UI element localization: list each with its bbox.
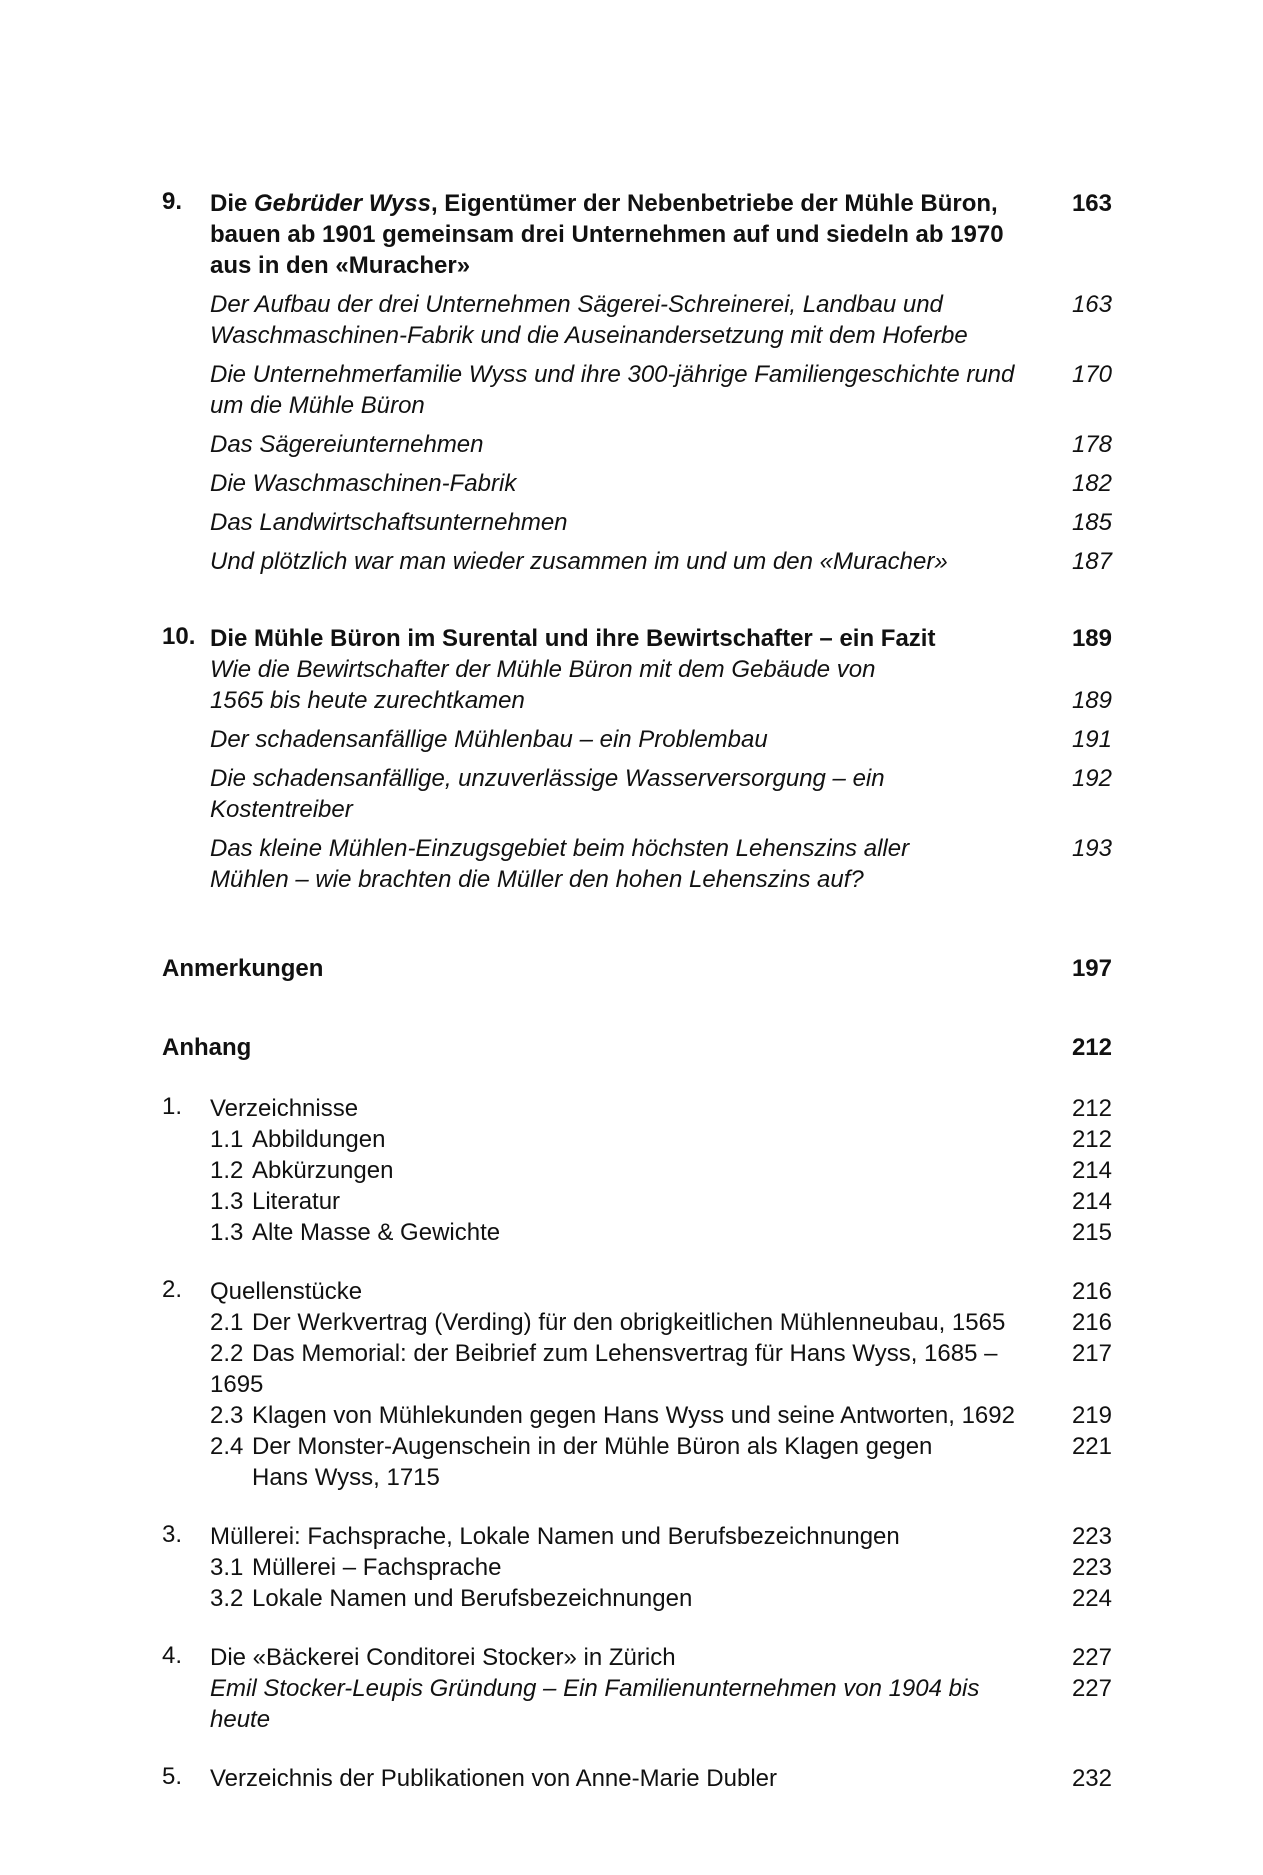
chapter-number: 10. bbox=[162, 623, 196, 650]
toc-entry[interactable]: Die Waschmaschinen-Fabrik 182 bbox=[210, 470, 1112, 497]
toc-anhang[interactable]: Anhang 212 bbox=[162, 1034, 1112, 1061]
table-of-contents bbox=[162, 188, 1112, 1794]
chapter-title: Die Gebrüder Wyss, Eigentümer der Nebenbetriebe der Mühle Büron, bauen ab 1901 gemeinsam drei Unternehmen auf und siedeln ab 1970 aus in den «Muracher» bbox=[210, 190, 1004, 279]
toc-anmerkungen[interactable]: Anmerkungen 197 bbox=[162, 955, 1112, 982]
toc-subentry[interactable]: 3.1 Müllerei – Fachsprache 223 bbox=[210, 1554, 1112, 1581]
chapter-number: 9. bbox=[162, 188, 183, 215]
toc-section-3[interactable]: 3. Müllerei: Fachsprache, Lokale Namen und Berufsbezeichnungen 223 bbox=[162, 1521, 1112, 1550]
toc-entry[interactable]: Das Landwirtschaftsunternehmen 185 bbox=[210, 509, 1112, 536]
chapter-title: Die Mühle Büron im Surental und ihre Bewirtschafter – ein Fazit bbox=[210, 625, 936, 652]
toc-subentry[interactable]: 2.3 Klagen von Mühlekunden gegen Hans Wyss und seine Antworten, 1692 219 bbox=[210, 1402, 1112, 1429]
toc-entry[interactable]: Die Unternehmerfamilie Wyss und ihre 300-jährige Familiengeschichte rund um die Mühle Büron 170 bbox=[210, 361, 1112, 419]
toc-subentry[interactable]: 1.1 Abbildungen 212 bbox=[210, 1126, 1112, 1153]
toc-subentry[interactable]: Emil Stocker-Leupis Gründung – Ein Familienunternehmen von 1904 bis heute 227 bbox=[210, 1675, 1112, 1733]
toc-section-5[interactable]: 5. Verzeichnis der Publikationen von Anne-Marie Dubler 232 bbox=[162, 1763, 1112, 1792]
toc-section-2[interactable]: 2. Quellenstücke 216 bbox=[162, 1276, 1112, 1305]
toc-section-4[interactable]: 4. Die «Bäckerei Conditorei Stocker» in Zürich 227 bbox=[162, 1642, 1112, 1671]
toc-chapter-9[interactable] bbox=[162, 188, 1112, 281]
toc-subentry[interactable]: 2.2 Das Memorial: der Beibrief zum Lehensvertrag für Hans Wyss, 1685 – 1695 217 bbox=[210, 1340, 1112, 1398]
toc-subentry[interactable]: 1.3 Alte Masse & Gewichte 215 bbox=[210, 1219, 1112, 1246]
toc-subentry[interactable]: 1.3 Literatur 214 bbox=[210, 1188, 1112, 1215]
toc-entry[interactable]: Der schadensanfällige Mühlenbau – ein Problembau 191 bbox=[210, 726, 1112, 753]
toc-entry[interactable]: Das kleine Mühlen-Einzugsgebiet beim höchsten Lehenszins aller Mühlen – wie brachten die Müller den hohen Lehenszins auf? 193 bbox=[210, 835, 1112, 893]
toc-entry[interactable]: Und plötzlich war man wieder zusammen im und um den «Muracher» 187 bbox=[210, 548, 1112, 575]
page-number: 163 bbox=[1071, 190, 1112, 217]
page-number: 189 bbox=[1071, 625, 1112, 652]
toc-entry[interactable]: Das Sägereiunternehmen 178 bbox=[210, 431, 1112, 458]
toc-subentry[interactable]: 2.4 Der Monster-Augenschein in der Mühle Büron als Klagen gegen Hans Wyss, 1715 221 bbox=[210, 1433, 1112, 1491]
toc-entry[interactable]: Die schadensanfällige, unzuverlässige Wasserversorgung – ein Kostentreiber 192 bbox=[210, 765, 1112, 823]
toc-entry[interactable]: Wie die Bewirtschafter der Mühle Büron mit dem Gebäude von 1565 bis heute zurechtkamen 189 bbox=[210, 656, 1112, 714]
toc-section-1[interactable]: 1. Verzeichnisse 212 bbox=[162, 1093, 1112, 1122]
toc-chapter-10[interactable] bbox=[162, 623, 1112, 654]
toc-entry[interactable]: Der Aufbau der drei Unternehmen Sägerei-Schreinerei, Landbau und Waschmaschinen-Fabrik und die Auseinandersetzung mit dem Hoferbe 163 bbox=[210, 291, 1112, 349]
toc-subentry[interactable]: 3.2 Lokale Namen und Berufsbezeichnungen 224 bbox=[210, 1585, 1112, 1612]
toc-subentry[interactable]: 1.2 Abkürzungen 214 bbox=[210, 1157, 1112, 1184]
toc-subentry[interactable]: 2.1 Der Werkvertrag (Verding) für den obrigkeitlichen Mühlenneubau, 1565 216 bbox=[210, 1309, 1112, 1336]
